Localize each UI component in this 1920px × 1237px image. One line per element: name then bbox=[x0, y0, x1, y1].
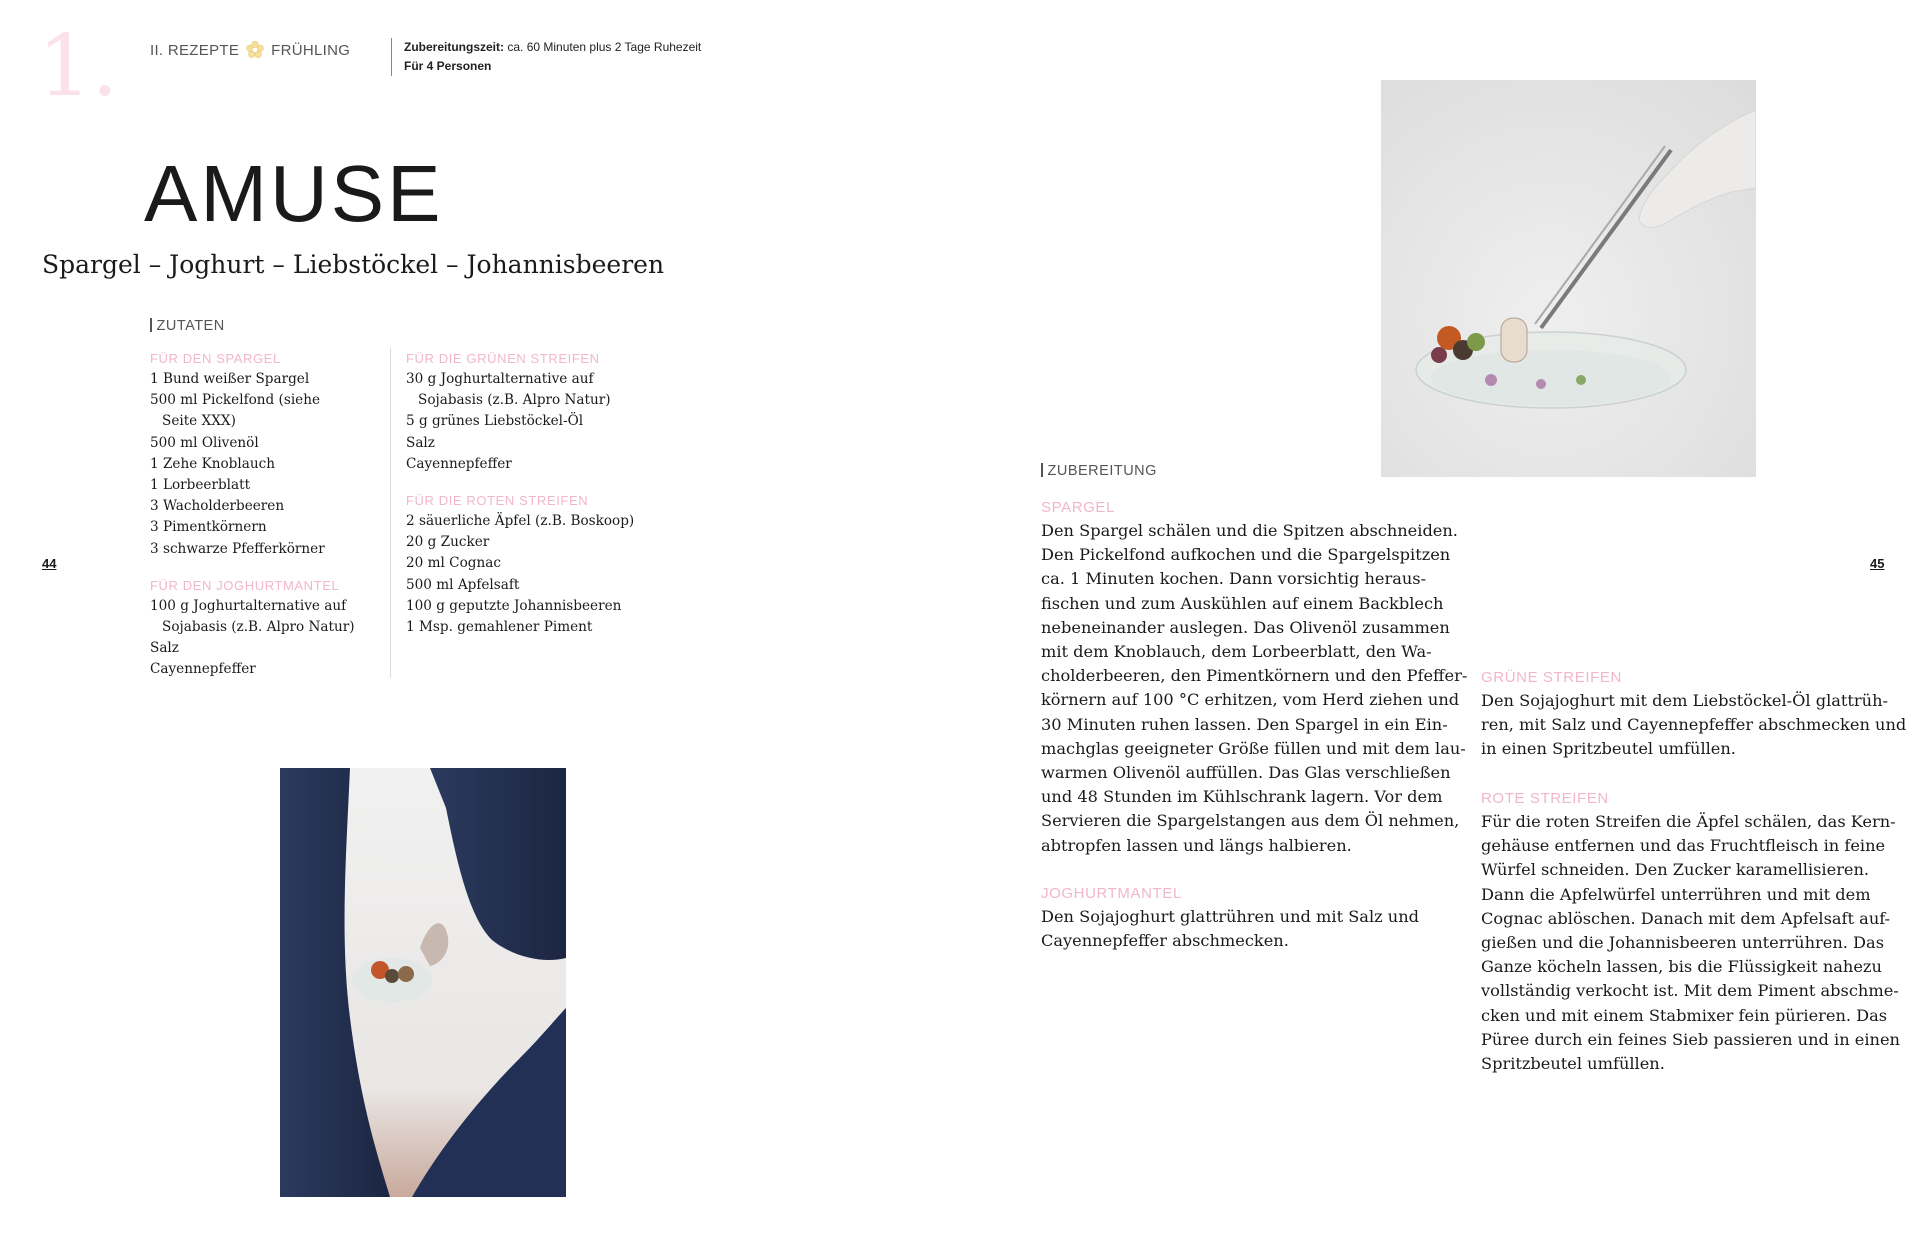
text-line: Den Spargel schälen und die Spitzen abschneiden. bbox=[1041, 521, 1458, 540]
servings-label: Für 4 Personen bbox=[404, 59, 492, 73]
column-divider bbox=[390, 348, 391, 678]
plating-illustration bbox=[1381, 80, 1756, 477]
ingredient-item: 1 Zehe Knoblauch bbox=[150, 455, 275, 472]
text-line: körnern auf 100 °C erhitzen, vom Herd ziehen und bbox=[1041, 690, 1460, 710]
breadcrumb-section: II. REZEPTE bbox=[150, 41, 240, 59]
text-line: Servieren die Spargelstangen aus dem Öl nehmen, bbox=[1041, 811, 1460, 831]
text-line: ren, mit Salz und Cayennepfeffer abschmecken und bbox=[1481, 715, 1907, 735]
ingredients-column-2 bbox=[406, 348, 666, 638]
ingredients-rote-heading: FÜR DIE ROTEN STREIFEN bbox=[406, 493, 589, 509]
prep-time bbox=[404, 38, 701, 57]
text-line: Den Sojajoghurt mit dem Liebstöckel-Öl glattrüh- bbox=[1481, 691, 1888, 710]
ingredients-joghurtmantel-heading: FÜR DEN JOGHURTMANTEL bbox=[150, 577, 340, 593]
text-line: cholderbeeren, den Pimentkörnern und den Pfeffer- bbox=[1041, 666, 1468, 686]
text-line: Cognac ablöschen. Danach mit dem Apfelsaft auf- bbox=[1481, 908, 1891, 928]
text-line: in einen Spritzbeutel umfüllen. bbox=[1481, 739, 1736, 759]
page-number-right: 45 bbox=[1870, 556, 1885, 571]
ingredients-spargel-heading: FÜR DEN SPARGEL bbox=[150, 351, 281, 366]
text-line: abtropfen lassen und längs halbieren. bbox=[1041, 835, 1352, 855]
servings bbox=[404, 57, 701, 76]
prep-time-value: ca. 60 Minuten plus 2 Tage Ruhezeit bbox=[507, 40, 702, 54]
ingredient-item: Seite XXX) bbox=[162, 413, 236, 430]
text-line: ca. 1 Minuten kochen. Dann vorsichtig heraus- bbox=[1041, 569, 1427, 589]
text-line: Cayennepfeffer abschmecken. bbox=[1041, 931, 1289, 951]
recipe-meta bbox=[391, 38, 701, 76]
ingredient-item: Salz bbox=[150, 640, 179, 657]
ingredient-item: Sojabasis (z.B. Alpro Natur) bbox=[418, 392, 611, 409]
preparation-heading: ZUBEREITUNG bbox=[1041, 463, 1157, 479]
text-line: machglas geeigneter Größe füllen und mit dem lau- bbox=[1041, 738, 1466, 758]
text-line: Ganze köcheln lassen, bis die Flüssigkeit nahezu bbox=[1481, 957, 1882, 977]
preparation-spargel-heading: SPARGEL bbox=[1041, 499, 1115, 516]
preparation-joghurtmantel bbox=[1041, 883, 1446, 953]
page-title: AMUSE bbox=[144, 149, 444, 238]
text-line: 30 Minuten ruhen lassen. Den Spargel in ein Ein- bbox=[1041, 714, 1448, 734]
text-line: Spritzbeutel umfüllen. bbox=[1481, 1054, 1665, 1074]
plating-photo bbox=[1381, 80, 1756, 477]
preparation-spargel bbox=[1041, 497, 1468, 858]
preparation-joghurtmantel-heading: JOGHURTMANTEL bbox=[1041, 885, 1182, 902]
breadcrumb bbox=[150, 40, 350, 60]
text-line: Den Pickelfond aufkochen und die Spargelspitzen bbox=[1041, 545, 1451, 565]
ingredient-item: 500 ml Pickelfond (siehe bbox=[150, 392, 321, 409]
text-line: Für die roten Streifen die Äpfel schälen, das Kern- bbox=[1481, 812, 1896, 831]
ingredient-item: 20 g Zucker bbox=[406, 534, 490, 551]
flower-icon bbox=[245, 40, 265, 60]
text-line: Würfel schneiden. Den Zucker karamellisieren. bbox=[1481, 860, 1870, 880]
ingredient-item: 500 ml Olivenöl bbox=[150, 434, 259, 451]
ingredient-item: 3 schwarze Pfefferkörner bbox=[150, 540, 325, 557]
page-number-left: 44 bbox=[42, 556, 57, 571]
page-subtitle: Spargel – Joghurt – Liebstöckel – Johannisbeeren bbox=[42, 250, 665, 279]
text-line: fischen und zum Auskühlen auf einem Backblech bbox=[1041, 593, 1444, 613]
ingredient-item: 3 Wacholderbeeren bbox=[150, 498, 285, 515]
ingredients-heading: ZUTATEN bbox=[150, 318, 225, 334]
text-line: gehäuse entfernen und das Fruchtfleisch in feine bbox=[1481, 836, 1886, 856]
ingredient-item: 100 g Joghurtalternative auf bbox=[150, 597, 347, 614]
ingredient-item: Sojabasis (z.B. Alpro Natur) bbox=[162, 619, 355, 636]
text-line: Den Sojajoghurt glattrühren und mit Salz und bbox=[1041, 907, 1420, 926]
ingredient-item: 2 säuerliche Äpfel (z.B. Boskoop) bbox=[406, 513, 635, 530]
ingredients-column-1 bbox=[150, 348, 380, 681]
text-line: vollständig verkocht ist. Mit dem Piment abschme- bbox=[1481, 981, 1899, 1001]
text-line: und 48 Stunden im Kühlschrank lagern. Vor dem bbox=[1041, 787, 1443, 807]
ingredient-item: 3 Pimentkörnern bbox=[150, 519, 267, 536]
text-line: Dann die Apfelwürfel unterrühren und mit dem bbox=[1481, 884, 1871, 904]
ingredient-item: 1 Bund weißer Spargel bbox=[150, 371, 310, 387]
chef-serving-photo bbox=[280, 768, 566, 1197]
ingredient-item: Salz bbox=[406, 434, 435, 451]
text-line: cken und mit einem Stabmixer fein pürieren. Das bbox=[1481, 1005, 1888, 1025]
prep-time-label: Zubereitungszeit: bbox=[404, 40, 505, 54]
ingredients-gruene-heading: FÜR DIE GRÜNEN STREIFEN bbox=[406, 351, 600, 366]
text-line: warmen Olivenöl auffüllen. Das Glas verschließen bbox=[1041, 763, 1451, 783]
ingredient-item: Cayennepfeffer bbox=[406, 455, 512, 472]
text-line: mit dem Knoblauch, dem Lorbeerblatt, den Wa- bbox=[1041, 642, 1432, 662]
ingredient-item: 20 ml Cognac bbox=[406, 555, 501, 572]
text-line: gießen und die Johannisbeeren unterrühren. Das bbox=[1481, 933, 1884, 953]
breadcrumb-season: FRÜHLING bbox=[271, 41, 351, 59]
text-line: Püree durch ein feines Sieb passieren und in einen bbox=[1481, 1029, 1900, 1049]
ingredient-item: 1 Msp. gemahlener Piment bbox=[406, 619, 593, 636]
ingredient-item: 1 Lorbeerblatt bbox=[150, 477, 251, 494]
preparation-gruene-heading: GRÜNE STREIFEN bbox=[1481, 669, 1622, 686]
preparation-gruene-streifen bbox=[1481, 667, 1907, 762]
ingredient-item: 5 g grünes Liebstöckel-Öl bbox=[406, 413, 584, 430]
ingredient-item: 500 ml Apfelsaft bbox=[406, 576, 520, 593]
ingredient-item: 100 g geputzte Johannisbeeren bbox=[406, 597, 622, 614]
preparation-rote-streifen bbox=[1481, 788, 1901, 1076]
ingredient-item: 30 g Joghurtalternative auf bbox=[406, 371, 594, 387]
chapter-number: 1. bbox=[38, 17, 119, 115]
text-line: nebeneinander auslegen. Das Olivenöl zusammen bbox=[1041, 617, 1450, 637]
preparation-rote-heading: ROTE STREIFEN bbox=[1481, 790, 1609, 807]
chef-serving-illustration bbox=[280, 768, 566, 1197]
ingredient-item: Cayennepfeffer bbox=[150, 661, 256, 678]
